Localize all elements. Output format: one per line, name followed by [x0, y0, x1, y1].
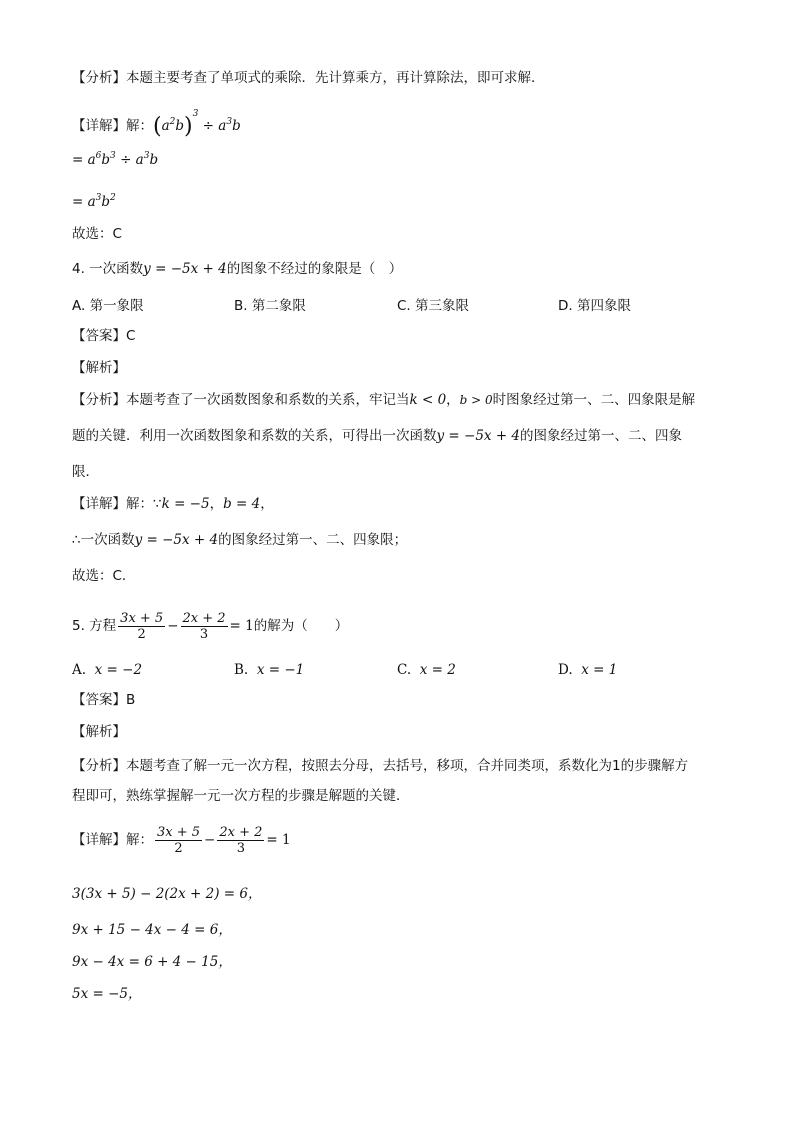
q5-step1: 3(3x + 5) − 2(2x + 2) = 6， — [72, 886, 262, 902]
q4-answer: 【答案】C — [72, 328, 136, 344]
q5-option-a: A. x = −2 — [72, 662, 143, 678]
q4-conclusion: ∴一次函数y = −5x + 4的图象经过第一、二、四象限； — [72, 532, 408, 548]
q3-expression: $(a^2b)^3 \div a^3b$ — [153, 109, 241, 139]
q3-step1: = $a^6b^3 \div a^3b$ — [72, 151, 159, 168]
q4-option-b: B. 第二象限 — [234, 298, 306, 314]
q4-detail: 【详解】解：∵k = −5，b = 4， — [72, 496, 274, 512]
q5-step3: 9x − 4x = 6 + 4 − 15， — [72, 954, 232, 970]
q5-stem: 5. 方程 $\frac{3x + 5}{2}$ − $\frac{2x + 2}{3}$ = 1的解为（ ） — [72, 610, 349, 642]
q3-step2: = $a^3b^2$ — [72, 193, 116, 210]
q5-detail: 【详解】解： $\frac{3x + 5}{2}$ − $\frac{2x + 2}{3}$ = 1 — [72, 824, 291, 856]
q5-step4: 5x = −5， — [72, 986, 142, 1002]
q4-option-a: A. 第一象限 — [72, 298, 144, 314]
q5-step2: 9x + 15 − 4x − 4 = 6， — [72, 922, 232, 938]
q4-analysis-label: 【解析】 — [72, 360, 126, 376]
q3-detail — [72, 104, 241, 137]
q5-analysis-line2: 程即可，熟练掌握解一元一次方程的步骤是解题的关键． — [72, 788, 410, 804]
detail-label: 【详解】解： — [72, 118, 153, 134]
q5-fraction-1: $\frac{3x + 5}{2}$ — [120, 610, 164, 642]
q5-answer: 【答案】B — [72, 692, 136, 708]
q5-option-d: D. x = 1 — [558, 662, 618, 678]
q4-analysis-line1: 【分析】本题考查了一次函数图象和系数的关系，牢记当k < 0，b > 0时图象经过第一、二、四象限是解 — [72, 392, 696, 408]
q4-analysis-line3: 限． — [72, 464, 99, 480]
q4-equation: y = −5x + 4 — [143, 261, 227, 277]
q5-option-c: C. x = 2 — [397, 662, 456, 678]
q5-analysis-label: 【解析】 — [72, 724, 126, 740]
q5-fraction-2: $\frac{2x + 2}{3}$ — [182, 610, 226, 642]
q4-stem: 4. 一次函数y = −5x + 4的图象不经过的象限是（ ） — [72, 261, 403, 277]
q3-analysis: 【分析】本题主要考查了单项式的乘除．先计算乘方，再计算除法，即可求解． — [72, 70, 545, 86]
q4-option-c: C. 第三象限 — [397, 298, 470, 314]
q5-option-b: B. x = −1 — [234, 662, 305, 678]
q5-analysis-line1: 【分析】本题考查了解一元一次方程，按照去分母，去括号，移项，合并同类项，系数化为1的步骤解方 — [72, 758, 689, 774]
q4-option-d: D. 第四象限 — [558, 298, 631, 314]
q4-analysis-line2: 题的关键．利用一次函数图象和系数的关系，可得出一次函数y = −5x + 4的图象经过第一、二、四象 — [72, 428, 683, 444]
q3-choice: 故选：C — [72, 226, 122, 242]
q4-choice: 故选：C． — [72, 568, 136, 584]
